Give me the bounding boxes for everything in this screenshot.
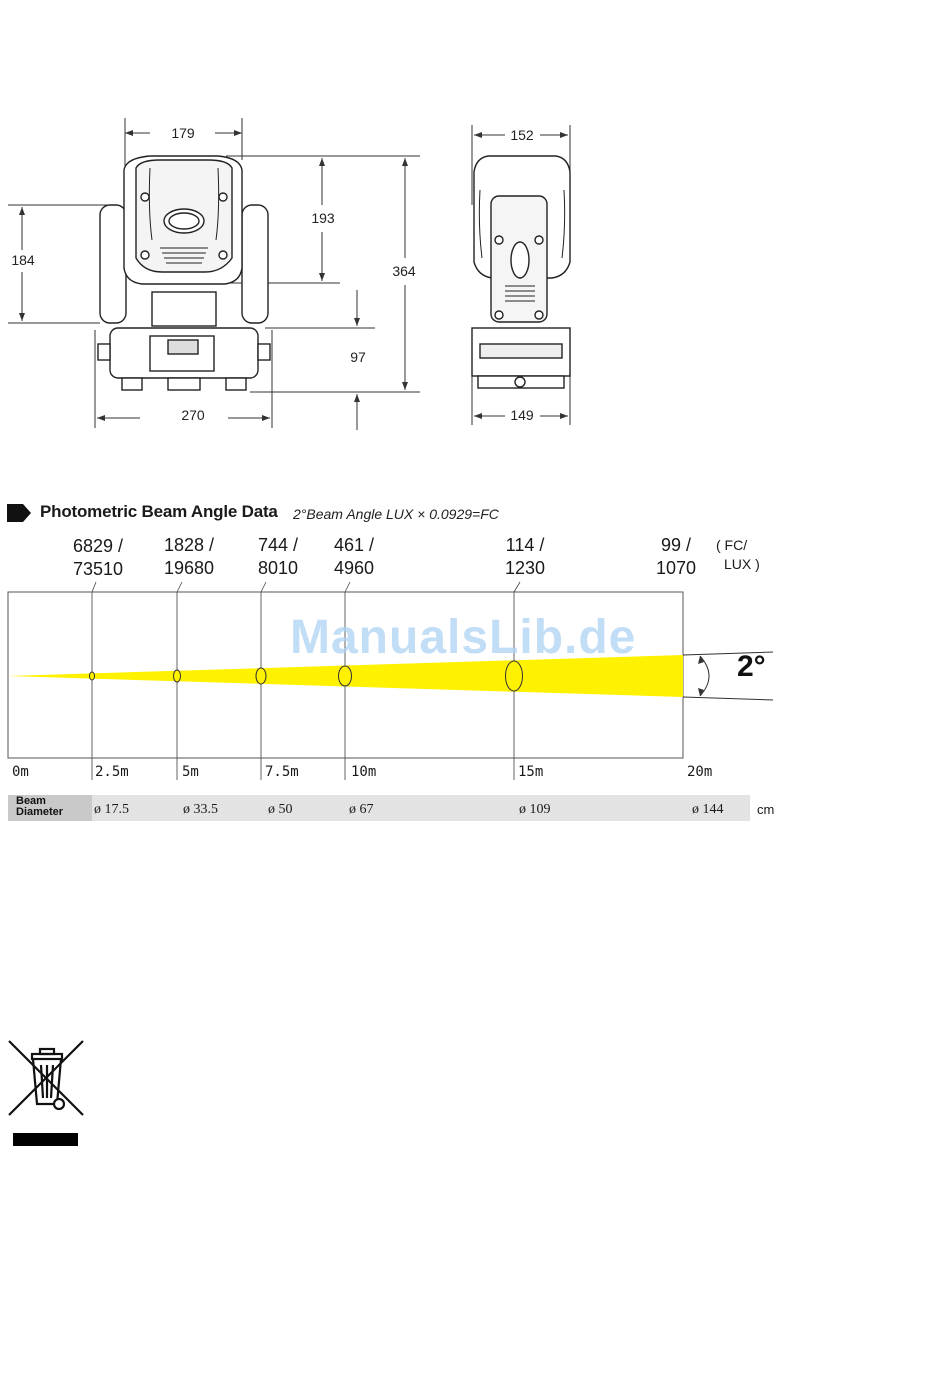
beam-diameter-value: ø 144 xyxy=(692,802,724,817)
lux-value-20m xyxy=(644,534,708,580)
beam-diameter-label xyxy=(16,796,63,818)
lux-value-5m xyxy=(157,534,221,580)
weee-bar xyxy=(13,1133,78,1146)
beam-diameter-value: ø 50 xyxy=(268,802,293,817)
lux-value: 4960 xyxy=(333,558,375,578)
distance-label: 2.5m xyxy=(95,764,129,780)
distance-label: 0m xyxy=(12,764,29,780)
beam-section-5m xyxy=(174,670,181,682)
section-title: Photometric Beam Angle Data xyxy=(40,502,278,521)
beam-diameter-value: ø 67 xyxy=(349,802,374,817)
dim-front-base-width: 270 xyxy=(181,407,205,423)
beam-section-10m xyxy=(339,666,352,686)
fc-lux-unit-label xyxy=(716,536,760,574)
distance-label: 7.5m xyxy=(265,764,299,780)
fc-value: 114 / xyxy=(505,535,545,555)
beam-diameter-unit: cm xyxy=(757,802,775,817)
beam-section-7-5m xyxy=(256,668,266,684)
section-subtitle: 2°Beam Angle LUX × 0.0929=FC xyxy=(293,506,499,522)
dim-side-base-width: 149 xyxy=(510,407,534,423)
beam-diameter-value: ø 109 xyxy=(519,802,551,817)
dim-front-head-height: 193 xyxy=(311,210,335,226)
distance-label: 10m xyxy=(351,764,377,780)
side-view-fixture xyxy=(472,156,570,388)
lux-value-7-5m xyxy=(246,534,310,580)
fc-value: 461 / xyxy=(333,535,375,555)
label-line-2: Diameter xyxy=(16,806,64,818)
lux-value: 1230 xyxy=(504,558,546,578)
distance-label: 5m xyxy=(182,764,199,780)
fc-value: 99 / xyxy=(660,535,692,555)
beam-section-15m xyxy=(506,661,523,691)
dim-side-top-width: 152 xyxy=(510,127,534,143)
lux-value: 8010 xyxy=(257,558,299,578)
weee-crossed-bin-icon xyxy=(6,1038,86,1118)
label-line-1: Beam xyxy=(16,795,46,807)
beam-diameter-value: ø 17.5 xyxy=(94,802,129,817)
section-marker-icon xyxy=(7,504,31,522)
lux-value-15m xyxy=(493,534,557,580)
dim-front-base-height: 97 xyxy=(350,349,366,365)
lux-value-2-5m xyxy=(66,535,130,581)
distance-label: 15m xyxy=(518,764,544,780)
unit-line-2: LUX ) xyxy=(724,556,760,572)
beam-diameter-value: ø 33.5 xyxy=(183,802,218,817)
front-view-fixture xyxy=(98,156,270,390)
watermark: ManualsLib.de xyxy=(290,611,637,664)
lux-value: 19680 xyxy=(163,558,215,578)
beam-angle-label: 2° xyxy=(737,650,766,683)
dim-front-total-height: 364 xyxy=(392,263,416,279)
fc-value: 6829 / xyxy=(72,536,124,556)
dimension-drawing xyxy=(0,0,950,440)
fc-value: 744 / xyxy=(257,535,299,555)
distance-label: 20m xyxy=(687,764,713,780)
dim-front-top-width: 179 xyxy=(171,125,195,141)
lux-value: 73510 xyxy=(72,559,124,579)
dim-front-yoke-height: 184 xyxy=(11,252,35,268)
unit-line-1: ( FC/ xyxy=(716,537,748,553)
lux-value: 1070 xyxy=(655,558,697,578)
beam-section-2-5m xyxy=(90,672,95,680)
fc-value: 1828 / xyxy=(163,535,215,555)
lux-value-10m xyxy=(322,534,386,580)
